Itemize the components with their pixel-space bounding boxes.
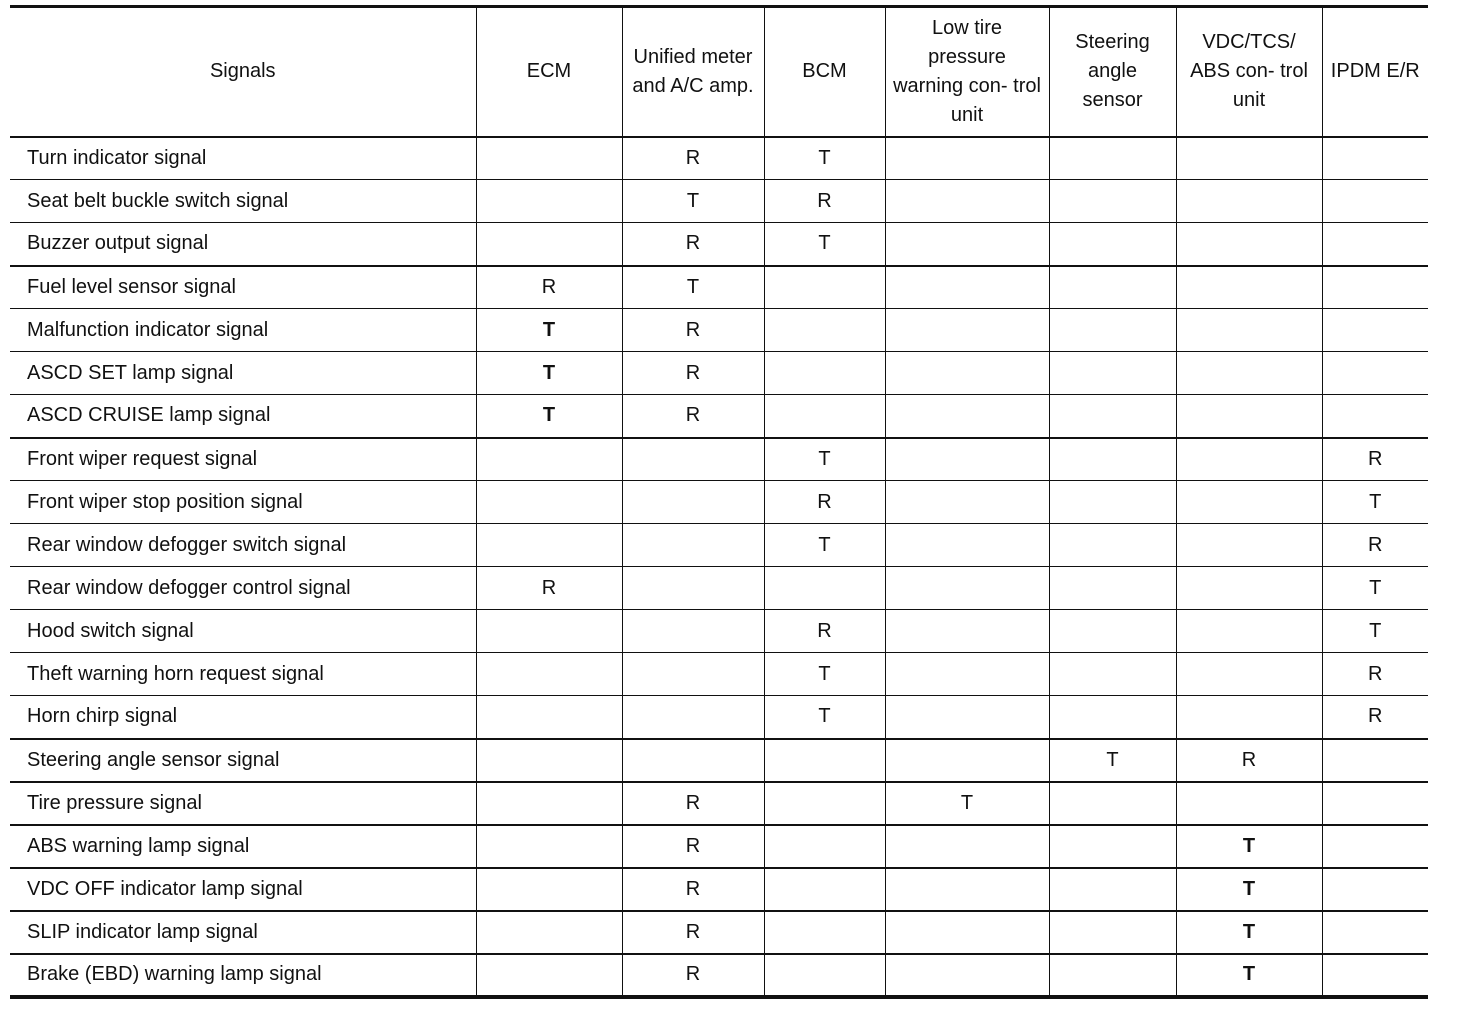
cell-steering-angle-sensor: T bbox=[1049, 739, 1176, 782]
header-vdc-tcs-abs: VDC/TCS/ ABS con- trol unit bbox=[1176, 7, 1322, 137]
cell-ipdm: R bbox=[1322, 524, 1428, 567]
cell-bcm bbox=[764, 352, 885, 395]
cell-steering-angle-sensor bbox=[1049, 653, 1176, 696]
table-row bbox=[10, 481, 1428, 524]
signal-name: Buzzer output signal bbox=[10, 223, 476, 266]
cell-bcm: T bbox=[764, 223, 885, 266]
cell-bcm bbox=[764, 739, 885, 782]
cell-low-tire-pressure bbox=[885, 309, 1049, 352]
cell-bcm: R bbox=[764, 481, 885, 524]
table-row bbox=[10, 137, 1428, 180]
cell-vdc-tcs-abs: T bbox=[1176, 954, 1322, 997]
cell-unified-meter bbox=[622, 653, 764, 696]
cell-low-tire-pressure bbox=[885, 868, 1049, 911]
header-ecm: ECM bbox=[476, 7, 622, 137]
cell-unified-meter bbox=[622, 481, 764, 524]
cell-bcm bbox=[764, 954, 885, 997]
header-unified-meter: Unified meter and A/C amp. bbox=[622, 7, 764, 137]
table-row bbox=[10, 696, 1428, 739]
table-row bbox=[10, 653, 1428, 696]
cell-ipdm bbox=[1322, 309, 1428, 352]
cell-steering-angle-sensor bbox=[1049, 438, 1176, 481]
cell-vdc-tcs-abs bbox=[1176, 137, 1322, 180]
cell-steering-angle-sensor bbox=[1049, 180, 1176, 223]
cell-low-tire-pressure bbox=[885, 266, 1049, 309]
signal-name: ASCD CRUISE lamp signal bbox=[10, 395, 476, 438]
cell-bcm: T bbox=[764, 137, 885, 180]
cell-ecm bbox=[476, 911, 622, 954]
cell-ipdm bbox=[1322, 954, 1428, 997]
cell-ipdm: T bbox=[1322, 567, 1428, 610]
cell-ipdm bbox=[1322, 739, 1428, 782]
cell-steering-angle-sensor bbox=[1049, 696, 1176, 739]
table-row bbox=[10, 610, 1428, 653]
cell-unified-meter bbox=[622, 739, 764, 782]
cell-ecm bbox=[476, 610, 622, 653]
cell-ecm: R bbox=[476, 567, 622, 610]
header-row bbox=[10, 7, 1428, 137]
cell-ecm bbox=[476, 825, 622, 868]
cell-ipdm bbox=[1322, 395, 1428, 438]
cell-bcm bbox=[764, 782, 885, 825]
cell-steering-angle-sensor bbox=[1049, 782, 1176, 825]
cell-bcm: T bbox=[764, 524, 885, 567]
cell-steering-angle-sensor bbox=[1049, 352, 1176, 395]
cell-low-tire-pressure: T bbox=[885, 782, 1049, 825]
cell-vdc-tcs-abs bbox=[1176, 696, 1322, 739]
cell-bcm bbox=[764, 395, 885, 438]
cell-bcm bbox=[764, 911, 885, 954]
header-steering-angle-sensor: Steering angle sensor bbox=[1049, 7, 1176, 137]
signal-name: Steering angle sensor signal bbox=[10, 739, 476, 782]
signal-name: Rear window defogger switch signal bbox=[10, 524, 476, 567]
cell-steering-angle-sensor bbox=[1049, 395, 1176, 438]
header-signals: Signals bbox=[10, 7, 476, 137]
table-row bbox=[10, 438, 1428, 481]
cell-bcm bbox=[764, 567, 885, 610]
cell-steering-angle-sensor bbox=[1049, 524, 1176, 567]
cell-vdc-tcs-abs bbox=[1176, 223, 1322, 266]
cell-vdc-tcs-abs bbox=[1176, 180, 1322, 223]
cell-bcm: T bbox=[764, 438, 885, 481]
signal-name: Brake (EBD) warning lamp signal bbox=[10, 954, 476, 997]
cell-vdc-tcs-abs bbox=[1176, 782, 1322, 825]
cell-ecm bbox=[476, 481, 622, 524]
cell-vdc-tcs-abs bbox=[1176, 567, 1322, 610]
table-row bbox=[10, 266, 1428, 309]
table-row bbox=[10, 567, 1428, 610]
cell-bcm bbox=[764, 825, 885, 868]
cell-steering-angle-sensor bbox=[1049, 911, 1176, 954]
signal-name: Malfunction indicator signal bbox=[10, 309, 476, 352]
cell-unified-meter: R bbox=[622, 352, 764, 395]
cell-unified-meter bbox=[622, 524, 764, 567]
signal-name: Fuel level sensor signal bbox=[10, 266, 476, 309]
cell-ecm bbox=[476, 180, 622, 223]
cell-ecm bbox=[476, 524, 622, 567]
cell-ecm: T bbox=[476, 352, 622, 395]
cell-bcm bbox=[764, 868, 885, 911]
cell-steering-angle-sensor bbox=[1049, 868, 1176, 911]
signal-name: VDC OFF indicator lamp signal bbox=[10, 868, 476, 911]
cell-ipdm: T bbox=[1322, 481, 1428, 524]
cell-ipdm bbox=[1322, 911, 1428, 954]
cell-unified-meter bbox=[622, 567, 764, 610]
cell-vdc-tcs-abs bbox=[1176, 481, 1322, 524]
table-row bbox=[10, 868, 1428, 911]
cell-unified-meter: T bbox=[622, 266, 764, 309]
signal-name: Front wiper stop position signal bbox=[10, 481, 476, 524]
signal-table bbox=[10, 5, 1428, 999]
cell-vdc-tcs-abs bbox=[1176, 352, 1322, 395]
cell-steering-angle-sensor bbox=[1049, 137, 1176, 180]
cell-unified-meter: R bbox=[622, 911, 764, 954]
cell-bcm bbox=[764, 266, 885, 309]
signal-name: Horn chirp signal bbox=[10, 696, 476, 739]
cell-vdc-tcs-abs bbox=[1176, 610, 1322, 653]
cell-unified-meter: R bbox=[622, 223, 764, 266]
cell-vdc-tcs-abs bbox=[1176, 653, 1322, 696]
cell-ipdm bbox=[1322, 352, 1428, 395]
cell-unified-meter bbox=[622, 610, 764, 653]
cell-low-tire-pressure bbox=[885, 610, 1049, 653]
cell-unified-meter: R bbox=[622, 137, 764, 180]
cell-ipdm bbox=[1322, 180, 1428, 223]
cell-vdc-tcs-abs bbox=[1176, 309, 1322, 352]
cell-steering-angle-sensor bbox=[1049, 223, 1176, 266]
header-low-tire-pressure: Low tire pressure warning con- trol unit bbox=[885, 7, 1049, 137]
cell-unified-meter: R bbox=[622, 954, 764, 997]
cell-steering-angle-sensor bbox=[1049, 610, 1176, 653]
signal-name: SLIP indicator lamp signal bbox=[10, 911, 476, 954]
cell-ipdm: R bbox=[1322, 696, 1428, 739]
cell-ecm bbox=[476, 739, 622, 782]
cell-ipdm bbox=[1322, 223, 1428, 266]
cell-low-tire-pressure bbox=[885, 395, 1049, 438]
cell-vdc-tcs-abs bbox=[1176, 438, 1322, 481]
cell-steering-angle-sensor bbox=[1049, 481, 1176, 524]
table-row bbox=[10, 524, 1428, 567]
cell-vdc-tcs-abs: T bbox=[1176, 868, 1322, 911]
signal-name: Turn indicator signal bbox=[10, 137, 476, 180]
cell-ecm: T bbox=[476, 395, 622, 438]
table-row bbox=[10, 180, 1428, 223]
cell-bcm: T bbox=[764, 696, 885, 739]
cell-low-tire-pressure bbox=[885, 954, 1049, 997]
cell-vdc-tcs-abs bbox=[1176, 524, 1322, 567]
cell-ecm bbox=[476, 223, 622, 266]
signal-name: Hood switch signal bbox=[10, 610, 476, 653]
table-row bbox=[10, 739, 1428, 782]
cell-low-tire-pressure bbox=[885, 567, 1049, 610]
signal-name: Theft warning horn request signal bbox=[10, 653, 476, 696]
cell-vdc-tcs-abs bbox=[1176, 266, 1322, 309]
cell-low-tire-pressure bbox=[885, 481, 1049, 524]
cell-ecm bbox=[476, 954, 622, 997]
cell-unified-meter: R bbox=[622, 782, 764, 825]
table-row bbox=[10, 352, 1428, 395]
cell-low-tire-pressure bbox=[885, 825, 1049, 868]
cell-unified-meter bbox=[622, 438, 764, 481]
cell-low-tire-pressure bbox=[885, 438, 1049, 481]
cell-low-tire-pressure bbox=[885, 137, 1049, 180]
cell-low-tire-pressure bbox=[885, 524, 1049, 567]
cell-vdc-tcs-abs bbox=[1176, 395, 1322, 438]
cell-steering-angle-sensor bbox=[1049, 309, 1176, 352]
table-body bbox=[10, 137, 1428, 997]
cell-ecm bbox=[476, 137, 622, 180]
cell-bcm: T bbox=[764, 653, 885, 696]
cell-ecm bbox=[476, 653, 622, 696]
cell-ipdm: R bbox=[1322, 653, 1428, 696]
cell-vdc-tcs-abs: T bbox=[1176, 825, 1322, 868]
cell-low-tire-pressure bbox=[885, 653, 1049, 696]
cell-ipdm bbox=[1322, 868, 1428, 911]
cell-steering-angle-sensor bbox=[1049, 567, 1176, 610]
cell-steering-angle-sensor bbox=[1049, 954, 1176, 997]
cell-ipdm bbox=[1322, 782, 1428, 825]
table-row bbox=[10, 395, 1428, 438]
cell-unified-meter: R bbox=[622, 395, 764, 438]
table-row bbox=[10, 782, 1428, 825]
cell-bcm: R bbox=[764, 610, 885, 653]
cell-low-tire-pressure bbox=[885, 223, 1049, 266]
cell-ipdm bbox=[1322, 137, 1428, 180]
table-row bbox=[10, 309, 1428, 352]
signal-name: Front wiper request signal bbox=[10, 438, 476, 481]
header-bcm: BCM bbox=[764, 7, 885, 137]
table-row bbox=[10, 223, 1428, 266]
table-row bbox=[10, 911, 1428, 954]
cell-low-tire-pressure bbox=[885, 180, 1049, 223]
cell-steering-angle-sensor bbox=[1049, 266, 1176, 309]
cell-unified-meter: R bbox=[622, 825, 764, 868]
cell-steering-angle-sensor bbox=[1049, 825, 1176, 868]
table-row bbox=[10, 825, 1428, 868]
cell-low-tire-pressure bbox=[885, 911, 1049, 954]
cell-bcm bbox=[764, 309, 885, 352]
table-row bbox=[10, 954, 1428, 997]
cell-ipdm bbox=[1322, 825, 1428, 868]
cell-ecm bbox=[476, 782, 622, 825]
cell-unified-meter: T bbox=[622, 180, 764, 223]
cell-unified-meter bbox=[622, 696, 764, 739]
cell-low-tire-pressure bbox=[885, 352, 1049, 395]
cell-low-tire-pressure bbox=[885, 739, 1049, 782]
signal-name: ASCD SET lamp signal bbox=[10, 352, 476, 395]
signal-name: Tire pressure signal bbox=[10, 782, 476, 825]
header-ipdm: IPDM E/R bbox=[1322, 7, 1428, 137]
cell-vdc-tcs-abs: R bbox=[1176, 739, 1322, 782]
cell-bcm: R bbox=[764, 180, 885, 223]
cell-ipdm: R bbox=[1322, 438, 1428, 481]
cell-vdc-tcs-abs: T bbox=[1176, 911, 1322, 954]
cell-ecm: T bbox=[476, 309, 622, 352]
cell-unified-meter: R bbox=[622, 309, 764, 352]
cell-ipdm bbox=[1322, 266, 1428, 309]
cell-ecm bbox=[476, 696, 622, 739]
cell-ecm bbox=[476, 868, 622, 911]
signal-name: ABS warning lamp signal bbox=[10, 825, 476, 868]
signal-name: Seat belt buckle switch signal bbox=[10, 180, 476, 223]
cell-low-tire-pressure bbox=[885, 696, 1049, 739]
cell-ecm bbox=[476, 438, 622, 481]
cell-ipdm: T bbox=[1322, 610, 1428, 653]
signal-name: Rear window defogger control signal bbox=[10, 567, 476, 610]
cell-unified-meter: R bbox=[622, 868, 764, 911]
cell-ecm: R bbox=[476, 266, 622, 309]
